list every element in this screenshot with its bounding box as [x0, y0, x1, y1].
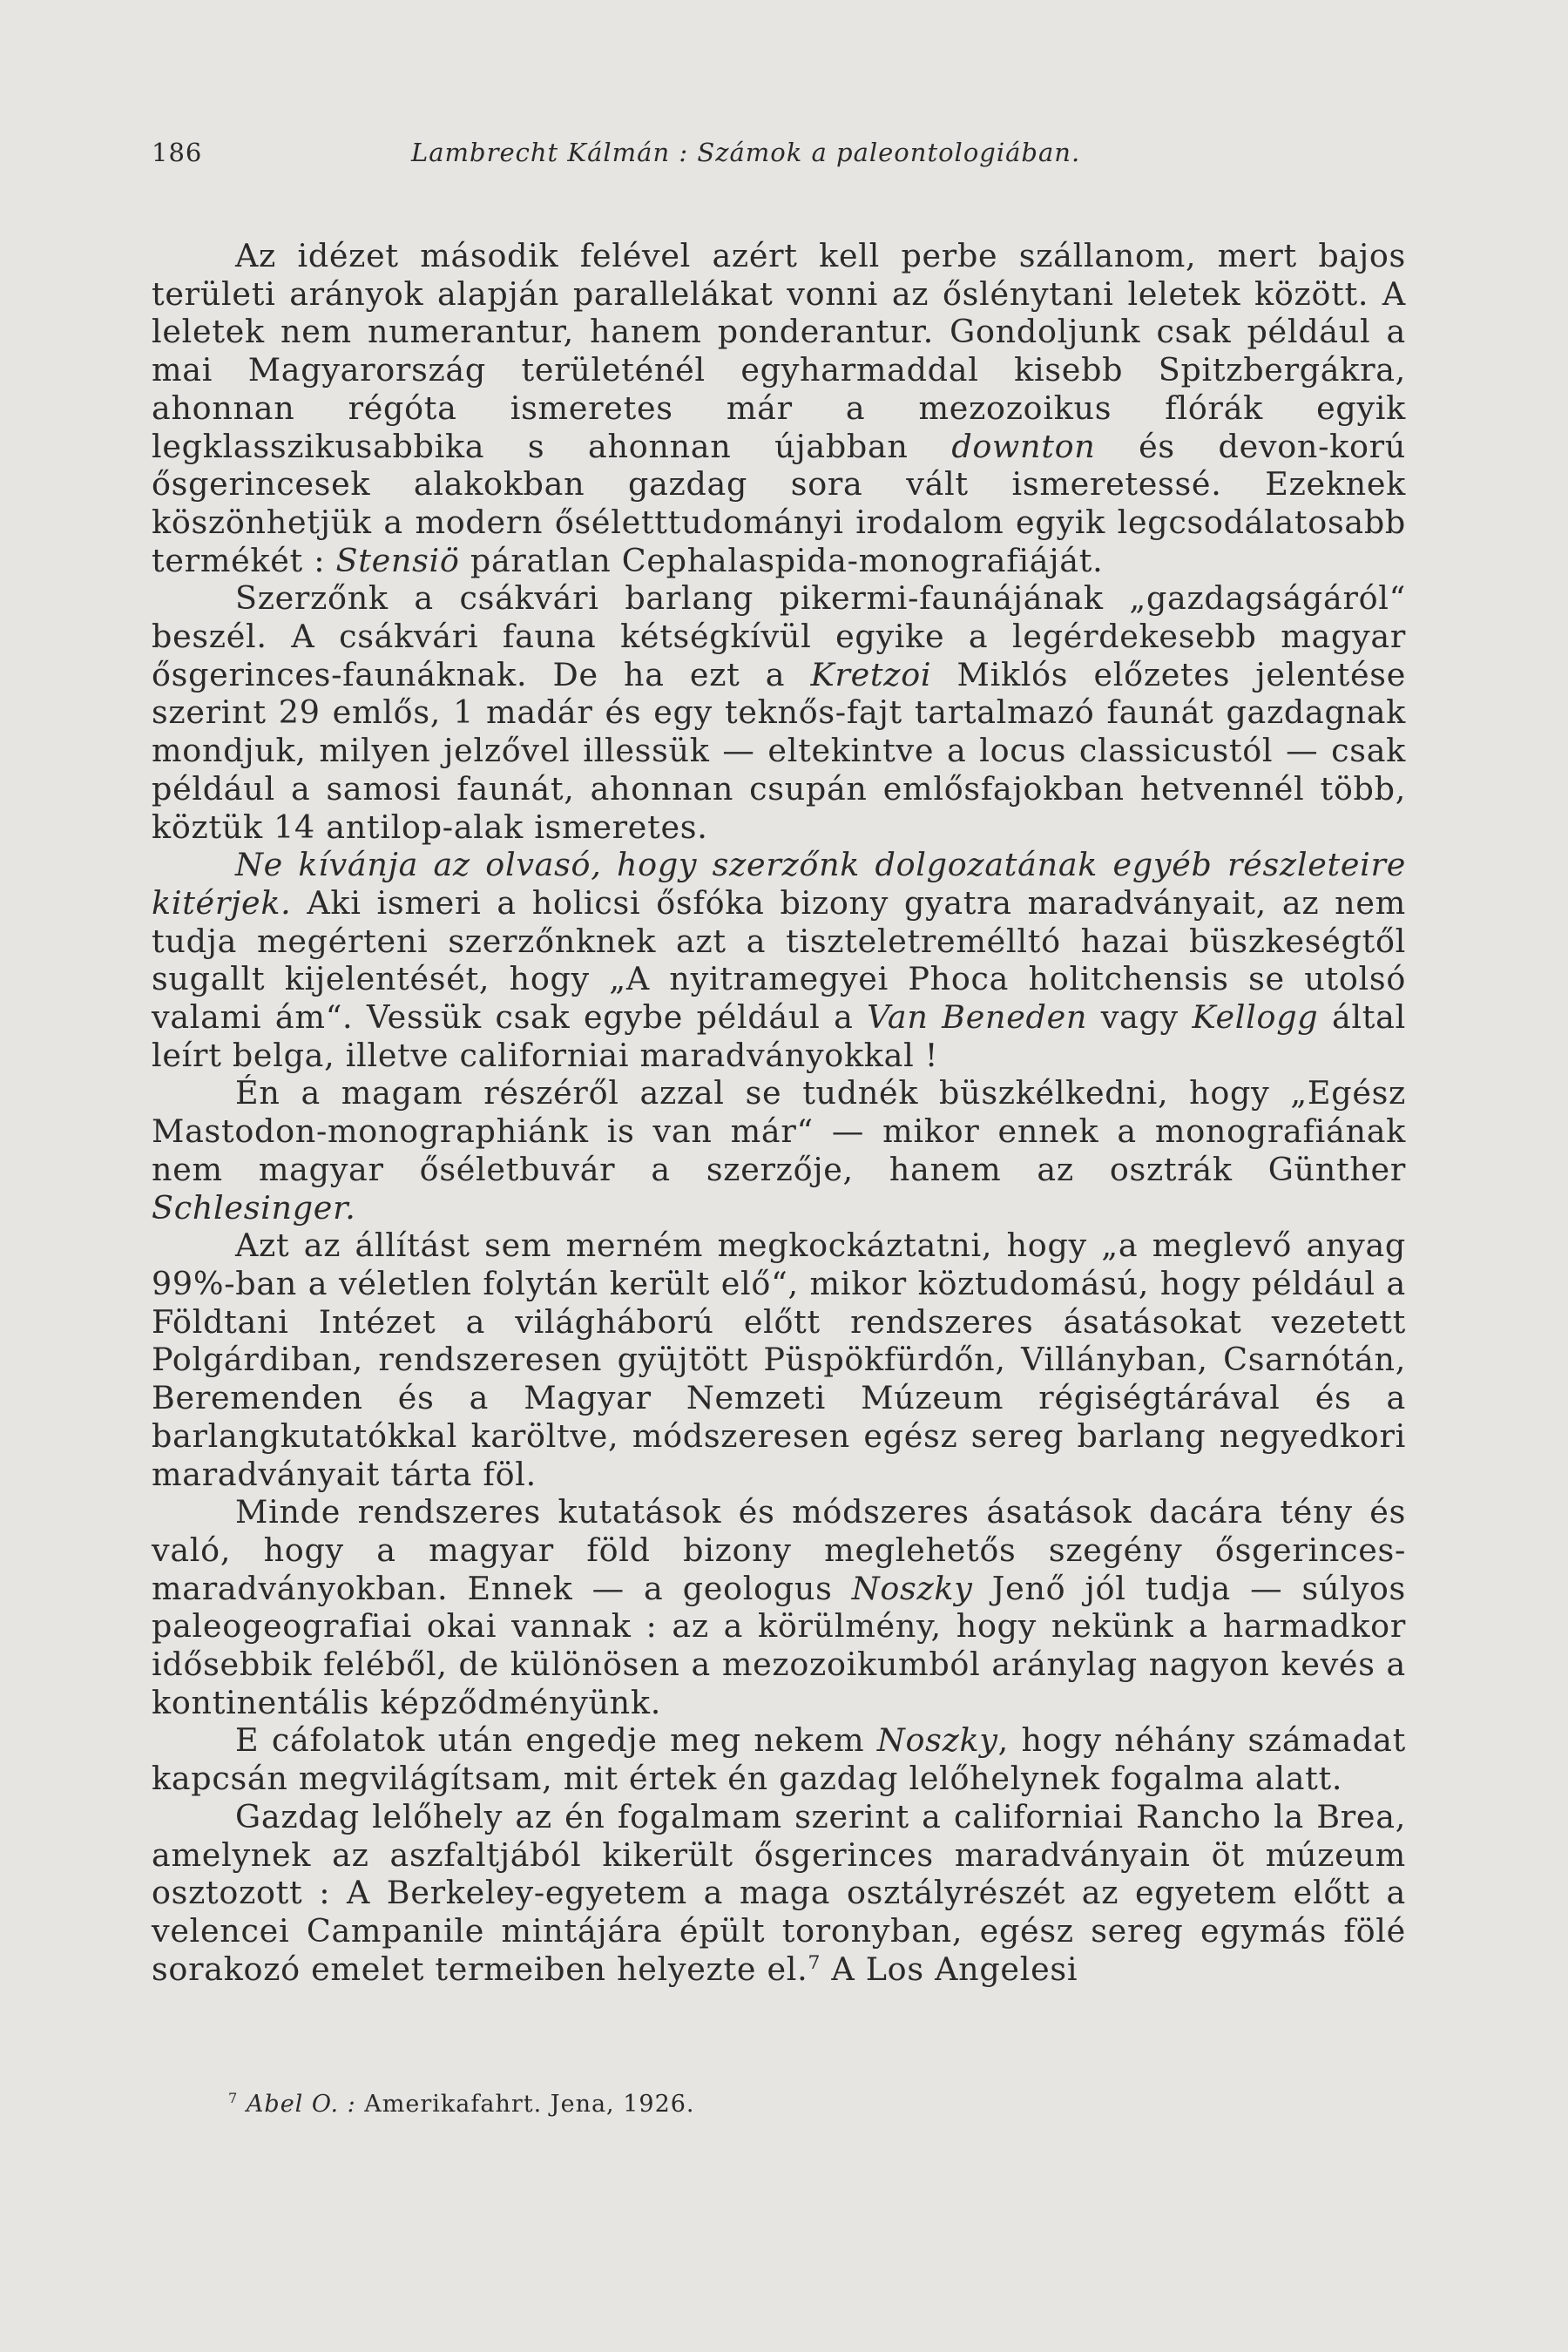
running-title: Lambrecht Kálmán : Számok a paleontologiában.: [411, 138, 1081, 167]
paragraph-6: [152, 1493, 1406, 1721]
text-run: Szerzőnk a csákvári barlang pikermi-faunájának „gazdagságáról“ beszél. A csákvári fauna kétségkívül egyike a legérdekesebb magyar ősgerinces-faunáknak. De ha ezt a: [152, 579, 1406, 693]
italic-sentence: Ne kívánja az olvasó, hogy szerzőnk dolgozatának egyéb részleteire kitérjek.: [152, 846, 1406, 922]
paragraph-1: [152, 237, 1406, 579]
text-run: Gazdag lelőhely az én fogalmam szerint a californiai Rancho la Brea, amelynek az aszfaltjából kikerült ősgerinces maradványain öt múzeum osztozott : A Berkeley-egyetem a maga osztályrészét az egyetem előtt a velencei Campanile mintájára épült toronyban, egész sereg egymás fölé sorakozó emelet termeiben helyezte el.: [152, 1797, 1406, 1988]
italic-name: Stensiö: [335, 541, 460, 579]
paragraph-4: [152, 1074, 1406, 1227]
paragraph-8: [152, 1798, 1406, 1989]
text-run: E cáfolatok után engedje meg nekem: [235, 1721, 877, 1760]
footnote-text: Amerikafahrt. Jena, 1926.: [355, 2091, 695, 2118]
body-text: [152, 237, 1406, 1988]
footnote-mark: 7: [228, 2090, 239, 2106]
italic-name: Noszky: [851, 1569, 973, 1607]
page-header: [152, 138, 1406, 176]
footnote-ref: 7: [808, 1951, 821, 1974]
text-run: , hogy néhány számadat kapcsán megvilágítsam, mit értek én gazdag lelőhelynek fogalma alatt.: [152, 1721, 1406, 1798]
text-run: vagy: [1087, 998, 1193, 1037]
paragraph-5: Azt az állítást sem merném megkockáztatni, hogy „a meglevő anyag 99%-ban a véletlen folytán került elő“, mikor köztudomású, hogy például a Földtani Intézet a világháború előtt rendszeres ásatásokat vezetett Polgárdiban, rendszeresen gyüjtött Püspökfürdőn, Villányban, Csarnótán, Beremenden és a Magyar Nemzeti Múzeum régiségtárával és a barlangkutatókkal karöltve, módszeresen egész sereg barlang negyedkori maradványait tárta föl.: [152, 1227, 1406, 1493]
text-run: és devon-korú ősgerincesek alakokban gazdag sora vált ismeretessé. Ezeknek köszönhetjük a modern őséletttudományi irodalom egyik legcsodálatosabb termékét :: [152, 427, 1406, 579]
italic-name: Kretzoi: [810, 655, 932, 693]
text-run: által leírt belga, illetve californiai maradványokkal !: [152, 998, 1406, 1074]
italic-name: Noszky: [876, 1721, 998, 1760]
text-run: Aki ismeri a holicsi ősfóka bizony gyatra maradványait, az nem tudja megérteni szerzőnknek azt a tiszteletremélltó hazai büszkeségtől sugallt kijelentését, hogy „A nyitramegyei Phoca holitchensis se utolsó valami ám“. Vessük csak egybe például a: [152, 883, 1406, 1037]
text-run: Jenő jól tudja — súlyos paleogeografiai okai vannak : az a körülmény, hogy nekünk a harmadkor idősebbik feléből, de különösen a mezozoikumból aránylag nagyon kevés a kontinentális képződményünk.: [152, 1569, 1406, 1721]
text-run: páratlan Cephalaspida-monografiáját.: [459, 541, 1104, 579]
text-run: Én a magam részéről azzal se tudnék büszkélkedni, hogy „Egész Mastodon-monographiánk is van már“ — mikor ennek a monografiának nem magyar őséletbuvár a szerzője, hanem az osztrák Günther: [152, 1074, 1406, 1188]
italic-name: Kellogg: [1192, 998, 1319, 1037]
italic-name: Schlesinger.: [152, 1188, 356, 1227]
text-run: Miklós előzetes jelentése szerint 29 emlős, 1 madár és egy teknős-fajt tartalmazó faunát gazdagnak mondjuk, milyen jelzővel illessük — eltekintve a locus classicustól — csak például a samosi faunát, ahonnan csupán emlősfajokban hetvennél több, köztük 14 antilop-alak ismeretes.: [152, 655, 1407, 846]
footnote-author: Abel O. :: [246, 2091, 356, 2118]
text-run: Minde rendszeres kutatások és módszeres ásatások dacára tény és való, hogy a magyar föld bizony meglehetős szegény ősgerinces-maradványokban. Ennek — a geologus: [152, 1493, 1406, 1607]
italic-name: Van Beneden: [867, 998, 1088, 1037]
footnote: [228, 2091, 695, 2118]
text-run: Az idézet második felével azért kell perbe szállanom, mert bajos területi arányok alapján parallelákat vonni az őslénytani leletek között. A leletek nem numerantur, hanem ponderantur. Gondoljunk csak például a mai Magyarország területénél egyharmaddal kisebb Spitzbergákra, ahonnan régóta ismeretes már a mezozoikus flórák egyik legklasszikusabbika s ahonnan újabban: [152, 237, 1406, 465]
italic-term: downton: [951, 427, 1096, 465]
paragraph-7: [152, 1721, 1406, 1797]
text-run: A Los Angelesi: [821, 1950, 1078, 1988]
paragraph-2: [152, 579, 1406, 846]
paragraph-3: [152, 846, 1406, 1074]
page-number: 186: [152, 138, 203, 167]
